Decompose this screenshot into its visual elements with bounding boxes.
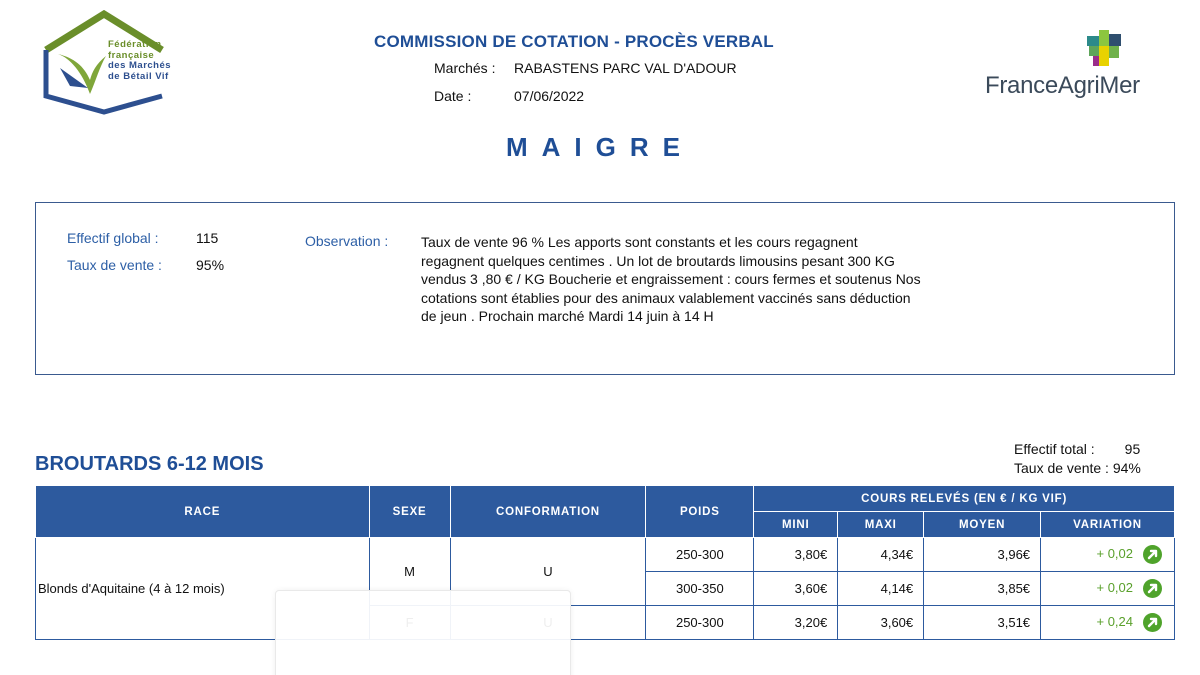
poids-cell: 300-350 [646,572,754,606]
effectif-total-value: 95 [1124,441,1141,457]
category-taux-value: 94% [1112,460,1141,476]
poids-cell: 250-300 [646,538,754,572]
variation-value: + 0,02 [1096,545,1133,561]
conformation-cell: U [450,538,646,606]
poids-cell: 250-300 [646,606,754,640]
arrow-up-right-icon [1143,613,1162,632]
table-row [36,538,1175,572]
effectif-global-value: 115 [196,230,219,246]
observation-label: Observation : [305,233,389,249]
date-label: Date : [434,88,472,104]
sexe-cell: M [369,538,450,606]
markets-label: Marchés : [434,60,496,76]
franceagrimer-logo-text: FranceAgriMer [985,72,1140,99]
category-taux-label: Taux de vente : [1014,460,1109,476]
col-header-variation: VARIATION [1041,512,1175,538]
moyen-cell: 3,96€ [924,538,1041,572]
variation-cell [1041,538,1175,572]
race-cell: Blonds d'Aquitaine (4 à 12 mois) [36,538,370,640]
col-header-maxi: MAXI [838,512,924,538]
federation-logo [40,10,200,116]
maxi-cell: 4,14€ [838,572,924,606]
moyen-cell: 3,85€ [924,572,1041,606]
cotation-table [35,485,1175,640]
taux-vente-value: 95% [196,257,225,273]
col-header-moyen: MOYEN [924,512,1041,538]
col-header-cours-group: COURS RELEVÉS (EN € / KG VIF) [754,486,1175,512]
variation-cell [1041,606,1175,640]
section-title: MAIGRE [506,132,694,162]
franceagrimer-logo-mark [985,28,1180,72]
overlay-panel [275,590,571,675]
markets-row [434,60,737,76]
mini-cell: 3,60€ [754,572,838,606]
variation-value: + 0,02 [1096,579,1133,595]
summary-box [35,202,1175,375]
variation-cell [1041,572,1175,606]
maxi-cell: 4,34€ [838,538,924,572]
mini-cell: 3,20€ [754,606,838,640]
arrow-up-right-icon [1143,579,1162,598]
category-title: BROUTARDS 6-12 MOIS [35,453,264,475]
col-header-conformation: CONFORMATION [450,486,646,538]
taux-vente-label: Taux de vente : [67,257,162,273]
col-header-poids: POIDS [646,486,754,538]
mini-cell: 3,80€ [754,538,838,572]
franceagrimer-logo [985,28,1180,108]
document-title: COMMISSION DE COTATION - PROCÈS VERBAL [374,32,774,51]
date-row [434,88,584,104]
variation-value: + 0,24 [1096,613,1133,629]
date-value: 07/06/2022 [514,88,585,104]
col-header-mini: MINI [754,512,838,538]
federation-logo-line: française [108,49,155,61]
observation-text: Taux de vente 96 % Les apports sont constants et les cours regagnent regagnent quelques centimes . Un lot de broutards limousins pesant 300 KG vendus 3 ,80 € / KG Boucherie et engraissement : cours fermes et soutenus Nos cotations sont établies pour des animaux valablement vaccinés sans déduction de jeun . Prochain marché Mardi 14 juin à 14 H [421,234,921,324]
federation-logo-line: Fédération [108,39,162,50]
effectif-global-label: Effectif global : [67,230,159,246]
federation-logo-line: de Bétail Vif [108,70,169,82]
table-header-row [36,486,1175,512]
maxi-cell: 3,60€ [838,606,924,640]
markets-value: RABASTENS PARC VAL D'ADOUR [514,60,737,76]
category-stats [1014,440,1141,478]
col-header-sexe: SEXE [369,486,450,538]
col-header-race: RACE [36,486,370,538]
moyen-cell: 3,51€ [924,606,1041,640]
effectif-total-label: Effectif total : [1014,441,1095,457]
federation-logo-line: des Marchés [108,60,172,71]
arrow-up-right-icon [1143,545,1162,564]
